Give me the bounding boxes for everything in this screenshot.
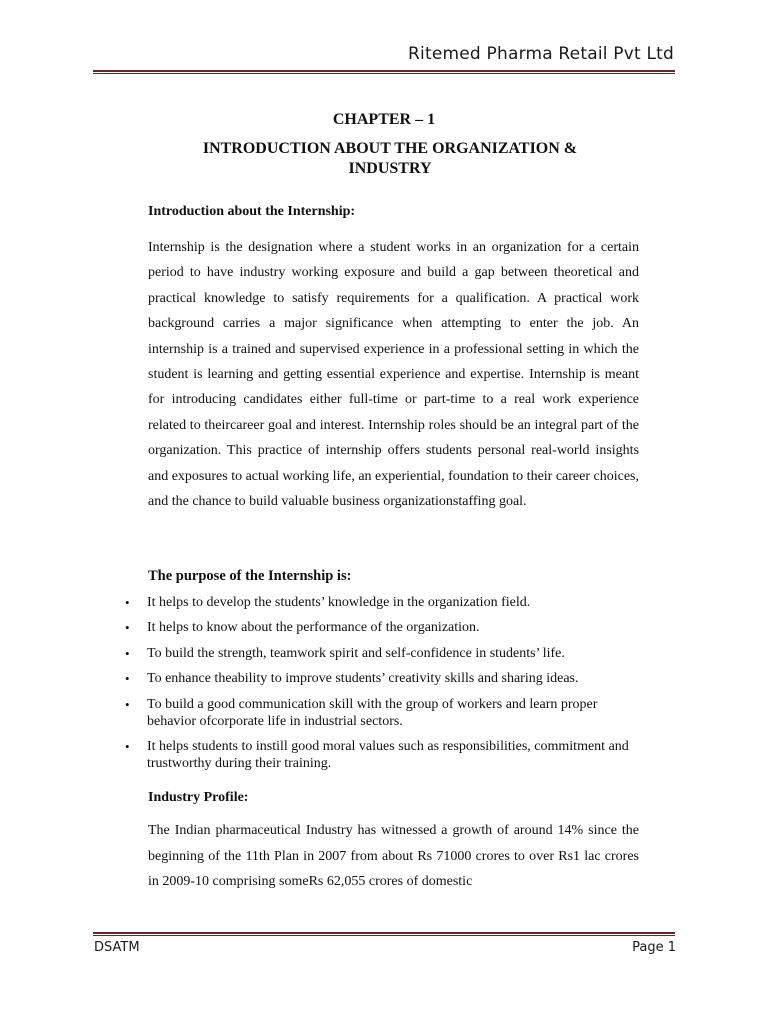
bullet-icon: • <box>125 738 130 754</box>
purpose-item-text: It helps to develop the students’ knowledge in the organization field. <box>147 595 531 610</box>
header-rule <box>93 70 675 74</box>
bullet-icon: • <box>125 671 130 687</box>
purpose-item-text: To build a good communication skill with the group of workers and learn proper behavior ofcorporate life in industrial sectors. <box>147 696 598 729</box>
purpose-item <box>120 645 640 662</box>
purpose-item-text: It helps to know about the performance of the organization. <box>147 620 480 636</box>
purpose-item <box>120 670 640 687</box>
purpose-item <box>120 696 640 730</box>
page-number: Page 1 <box>632 940 676 955</box>
purpose-item <box>120 619 640 636</box>
company-name: Ritemed Pharma Retail Pvt Ltd <box>408 44 674 64</box>
internship-paragraph: Internship is the designation where a student works in an organization for a certain period to have industry working exposure and build a gap between theoretical and practical knowledge to satisfy requirements for a qualification. A practical work background carries a major significance when attempting to enter the job. An internship is a trained and supervised experience in a professional setting in which the student is learning and getting essential experience and expertise. Internship is meant for introducing candidates either full-time or part-time to a real work experience related to theircareer goal and interest. Internship roles should be an integral part of the organization. This practice of internship offers students personal real-world insights and exposures to actual working life, an experiential, foundation to their career choices, and the chance to build valuable business organizationstaffing goal. <box>148 240 639 510</box>
purpose-item <box>120 738 640 772</box>
purpose-item <box>120 594 640 611</box>
bullet-icon: • <box>125 696 130 712</box>
internship-heading: Introduction about the Internship: <box>148 204 356 219</box>
bullet-icon: • <box>125 595 130 610</box>
chapter-subtitle: INTRODUCTION ABOUT THE ORGANIZATION & INDUSTRY <box>202 140 578 177</box>
industry-heading: Industry Profile: <box>148 790 249 805</box>
footer-institution: DSATM <box>94 940 140 955</box>
chapter-title: CHAPTER – 1 <box>332 111 436 128</box>
bullet-icon: • <box>125 645 130 661</box>
industry-paragraph: The Indian pharmaceutical Industry has witnessed a growth of around 14% since the beginning of the 11th Plan in 2007 from about Rs 71000 crores to over Rs1 lac crores in 2009-10 comprising someRs 62,055 crores of domestic <box>148 823 639 889</box>
purpose-list <box>120 594 640 780</box>
purpose-item-text: To build the strength, teamwork spirit and self-confidence in students’ life. <box>147 645 565 661</box>
purpose-item-text: It helps students to instill good moral values such as responsibilities, commitment and trustworthy during their training. <box>147 738 629 771</box>
purpose-heading: The purpose of the Internship is: <box>148 568 352 584</box>
purpose-item-text: To enhance theability to improve students’ creativity skills and sharing ideas. <box>147 671 579 687</box>
bullet-icon: • <box>125 620 130 636</box>
footer-rule <box>93 932 675 936</box>
